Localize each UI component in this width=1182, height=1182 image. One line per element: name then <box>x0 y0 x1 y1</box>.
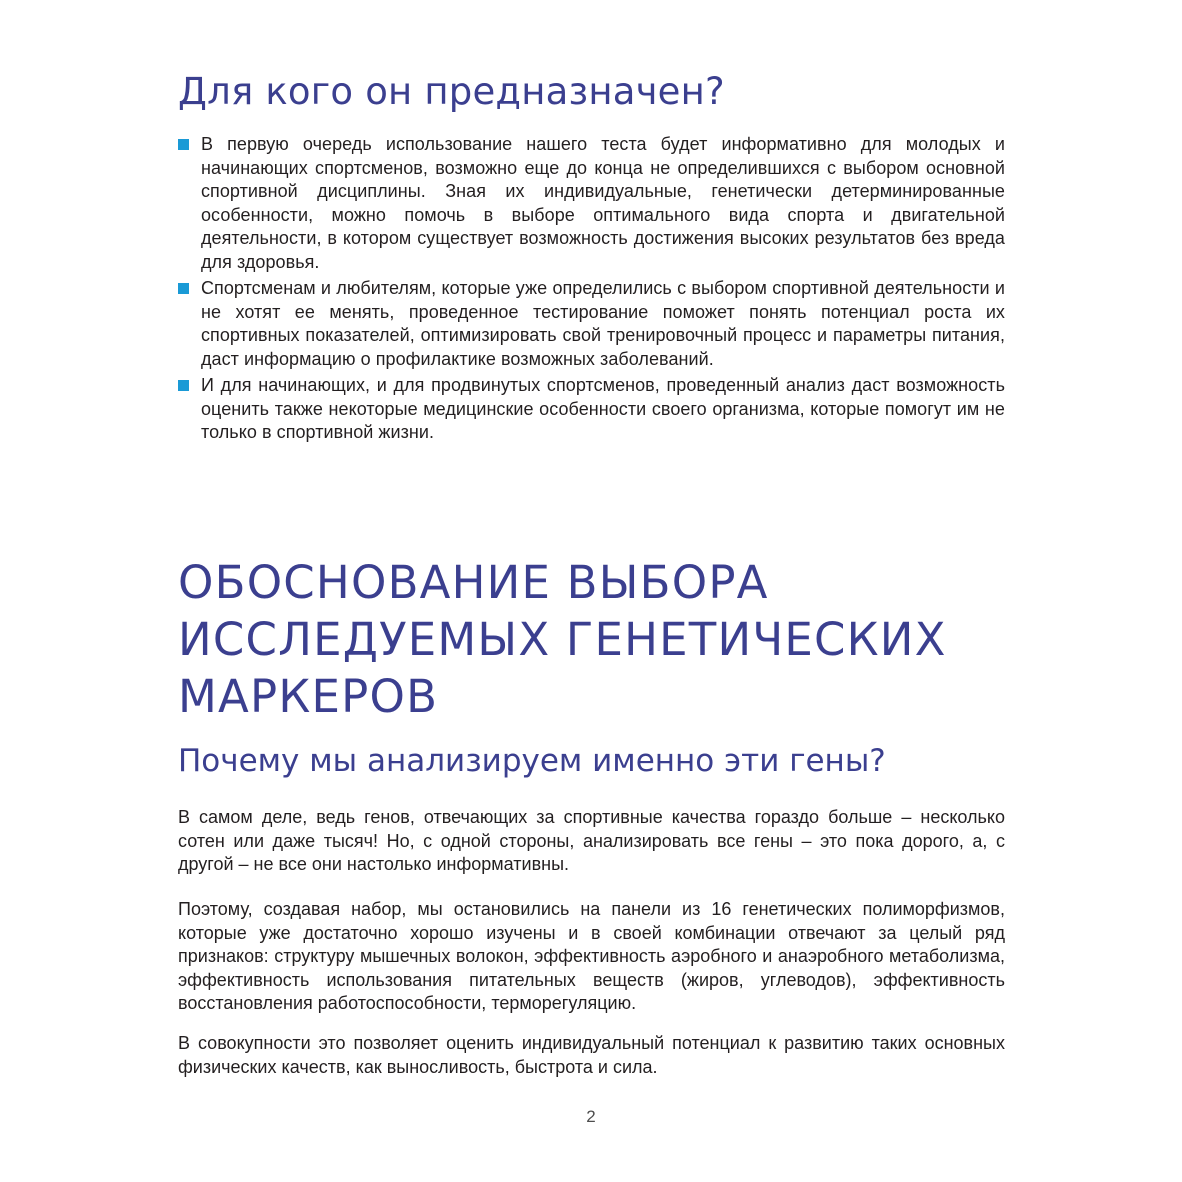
audience-bullet-list <box>178 133 1005 448</box>
section-subheading-why: Почему мы анализируем именно эти гены? <box>178 743 886 779</box>
section-heading-who: Для кого он предназначен? <box>178 70 725 113</box>
bullet-item <box>178 374 1005 445</box>
chapter-title <box>178 554 1078 725</box>
bullet-item <box>178 133 1005 274</box>
square-bullet-icon <box>178 283 189 294</box>
square-bullet-icon <box>178 139 189 150</box>
bullet-item <box>178 277 1005 371</box>
body-paragraph: В самом деле, ведь генов, отвечающих за спортивные качества гораздо больше – несколько сотен или даже тысяч! Но, с одной стороны, анализировать все гены – это пока дорого, а, с другой – не все они настолько информативны. <box>178 807 1005 874</box>
bullet-text: В первую очередь использование нашего теста будет информативно для молодых и начинающих спортсменов, возможно еще до конца не определившихся с выбором основной спортивной дисциплины. Зная их индивидуальные, генетически детерминированные особенности, можно помочь в выборе оптимального вида спорта и двигательной деятельности, в котором существует возможность достижения высоких результатов без вреда для здоровья. <box>201 134 1005 272</box>
bullet-text: Спортсменам и любителям, которые уже определились с выбором спортивной деятельности и не хотят ее менять, проведенное тестирование поможет понять потенциал роста их спортивных показателей, оптимизировать свой тренировочный процесс и параметры питания, даст информацию о профилактике возможных заболеваний. <box>201 278 1005 369</box>
chapter-title-line: МАРКЕРОВ <box>178 670 439 723</box>
page-number: 2 <box>586 1107 596 1126</box>
chapter-title-line: ОБОСНОВАНИЕ ВЫБОРА <box>178 556 769 609</box>
body-paragraph: В совокупности это позволяет оценить индивидуальный потенциал к развитию таких основных физических качеств, как выносливость, быстрота и сила. <box>178 1033 1005 1077</box>
bullet-text: И для начинающих, и для продвинутых спортсменов, проведенный анализ даст возможность оценить также некоторые медицинские особенности своего организма, которые помогут им не только в спортивной жизни. <box>201 375 1005 442</box>
body-paragraph: Поэтому, создавая набор, мы остановились на панели из 16 генетических полиморфизмов, которые уже достаточно хорошо изучены и в своей комбинации отвечают за целый ряд признаков: структуру мышечных волокон, эффективность аэробного и анаэробного метаболизма, эффективность использования питательных веществ (жиров, углеводов), эффективность восстановления работоспособности, терморегуляцию. <box>178 899 1005 1013</box>
chapter-title-line: ИССЛЕДУЕМЫХ ГЕНЕТИЧЕСКИХ <box>178 613 947 666</box>
square-bullet-icon <box>178 380 189 391</box>
